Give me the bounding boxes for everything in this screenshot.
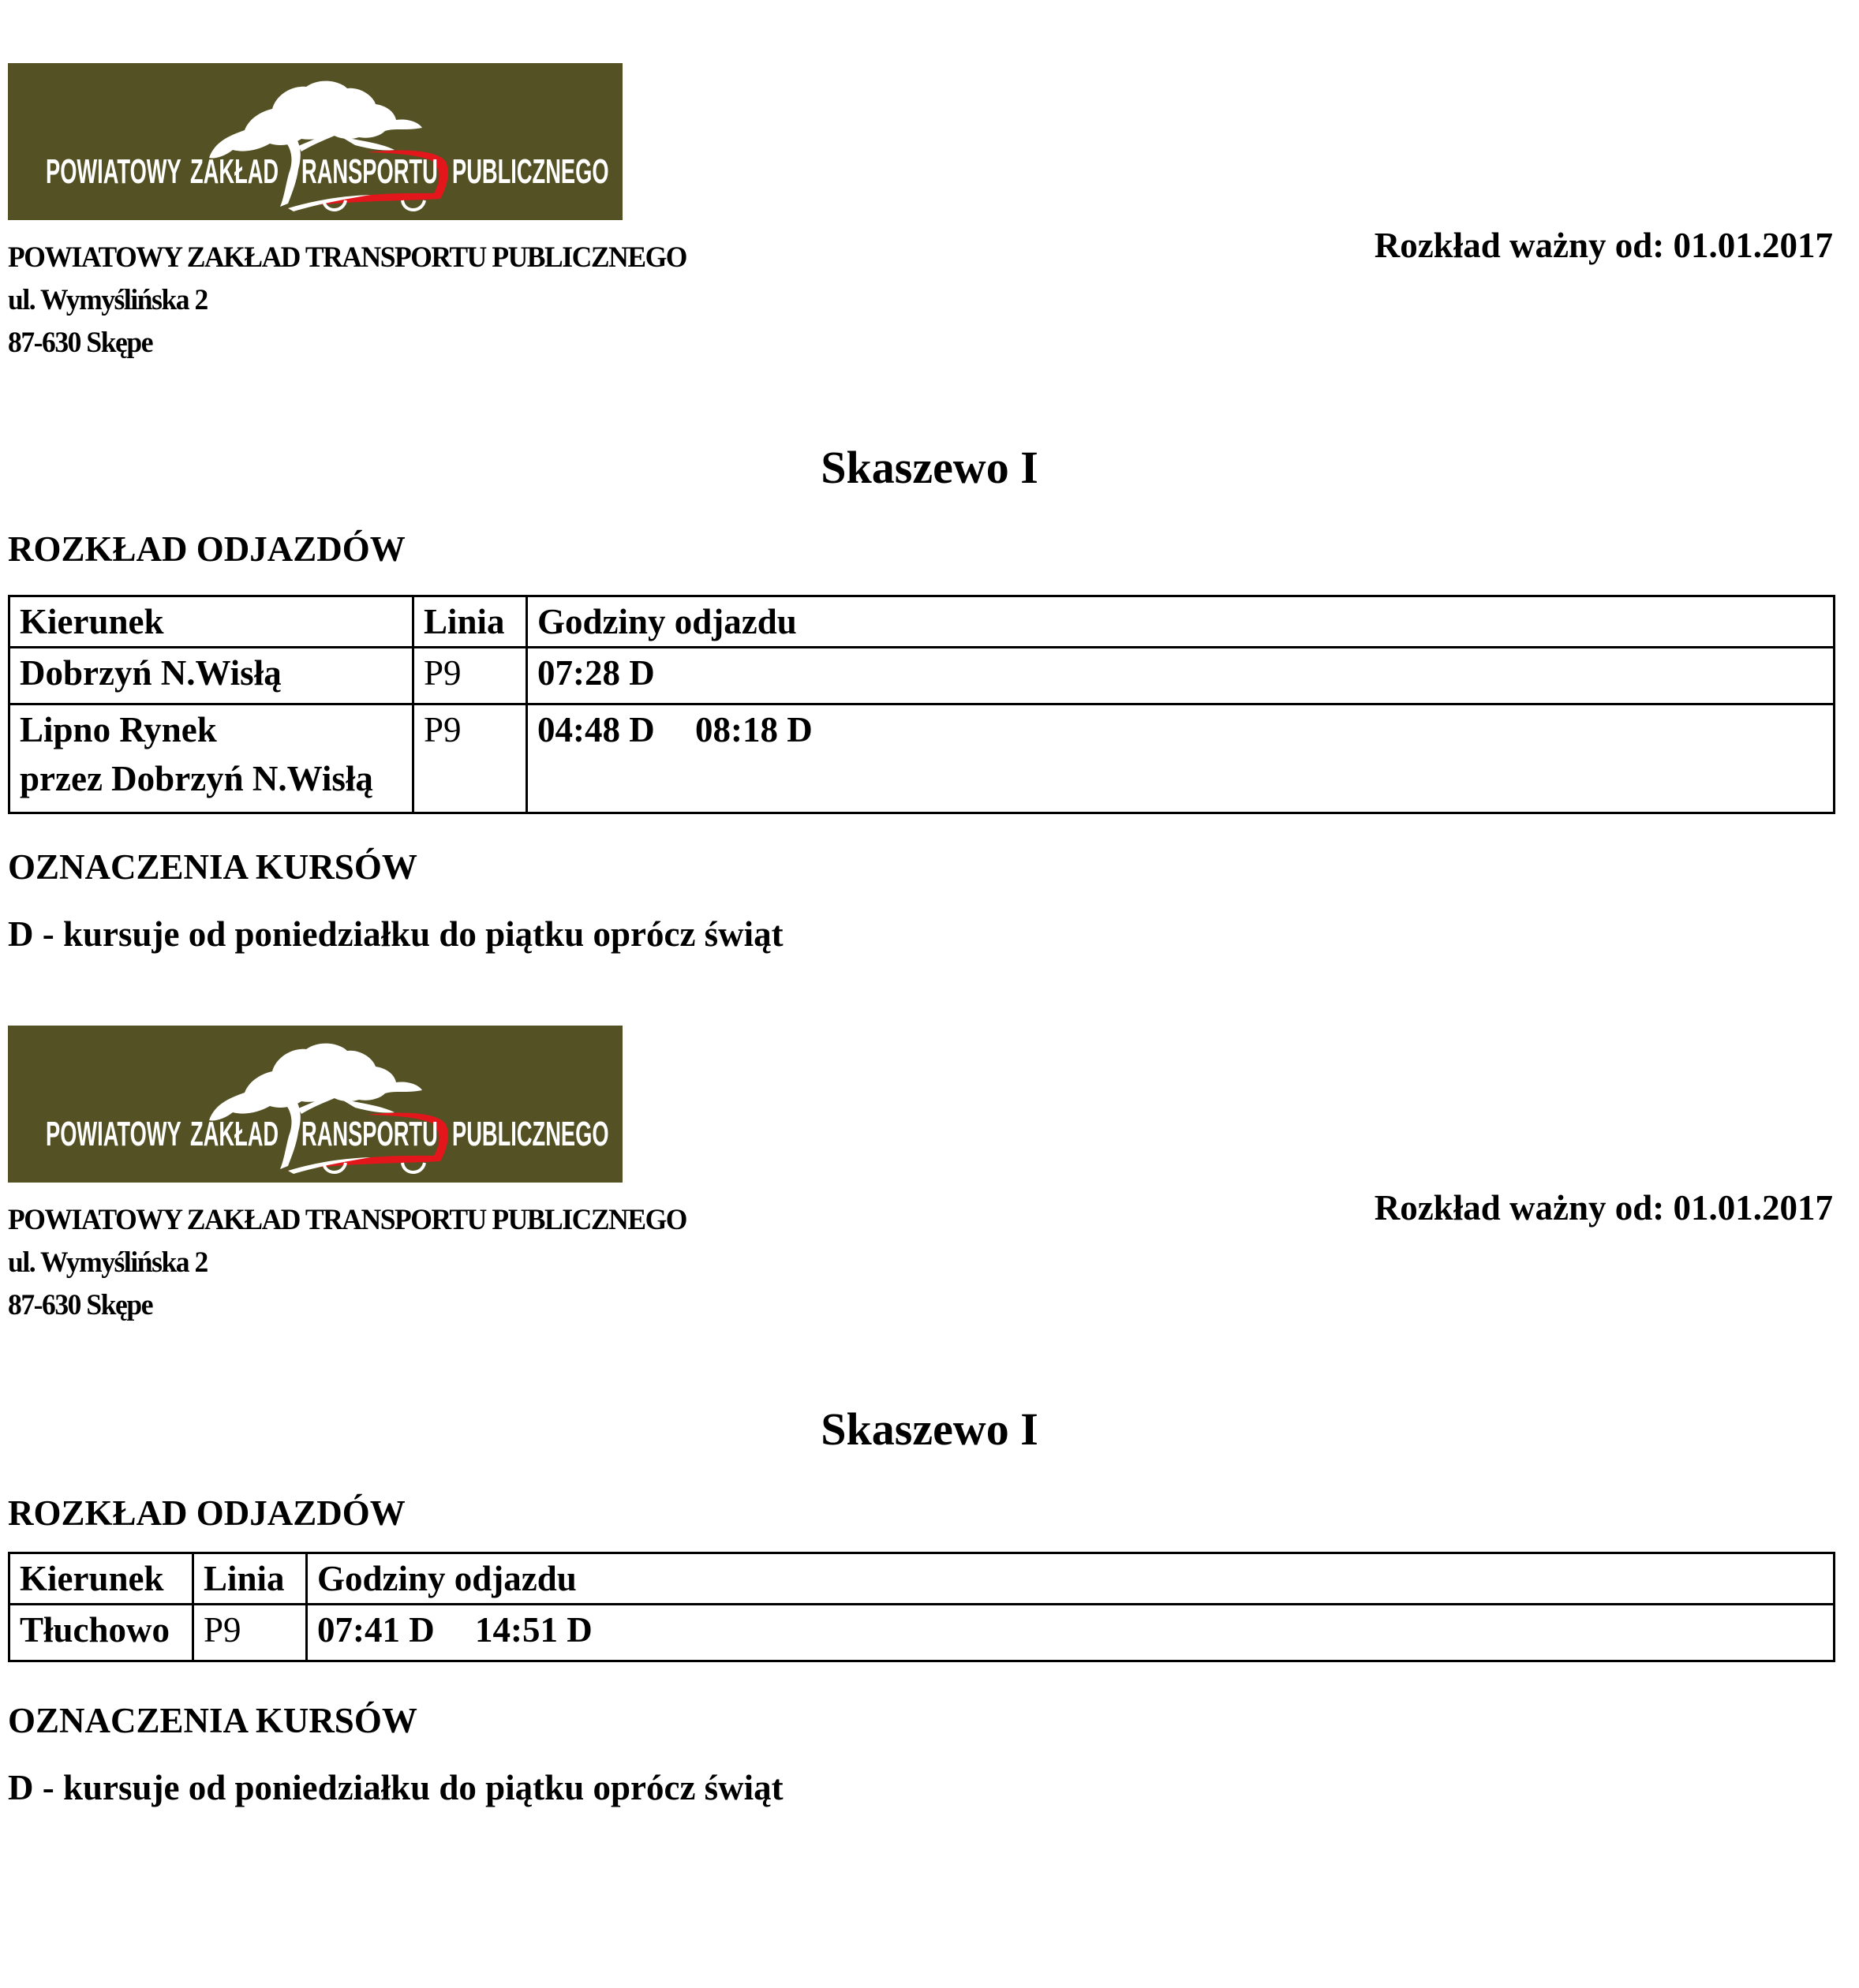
- table-header-row: [9, 596, 1835, 648]
- departure-time: 07:28 D: [537, 653, 655, 693]
- legend-title: OZNACZENIA KURSÓW: [8, 1701, 417, 1740]
- departures-table: [8, 595, 1835, 814]
- company-name: POWIATOWY ZAKŁAD TRANSPORTU PUBLICZNEGO: [8, 1204, 686, 1236]
- departure-time: 08:18 D: [694, 710, 813, 749]
- legend-title: OZNACZENIA KURSÓW: [8, 847, 417, 887]
- stop-name: Skaszewo I: [821, 442, 1038, 493]
- direction-text: Dobrzyń N.Wisłą: [20, 653, 282, 693]
- row-direction: [9, 648, 413, 704]
- logo-word-2: ZAKŁAD: [190, 1115, 279, 1153]
- legend-item: D - kursuje od poniedziałku do piątku oprócz świąt: [8, 1768, 784, 1807]
- logo-word-3: RANSPORTU: [301, 1115, 438, 1153]
- row-line: P9: [413, 648, 527, 704]
- company-logo: [8, 63, 623, 220]
- table-header-row: [9, 1553, 1835, 1605]
- company-address: [8, 1199, 715, 1327]
- section-title: ROZKŁAD ODJAZDÓW: [8, 529, 406, 569]
- departure-time: 14:51 D: [474, 1610, 593, 1650]
- logo-word-3: RANSPORTU: [301, 152, 438, 191]
- table-row: [9, 648, 1835, 704]
- table-row: [9, 1605, 1835, 1661]
- header-times: Godziny odjazdu: [527, 596, 1835, 648]
- header-line: Linia: [193, 1553, 307, 1605]
- logo-word-1: POWIATOWY: [46, 152, 181, 191]
- row-times: [527, 648, 1835, 704]
- logo-word-1: POWIATOWY: [46, 1115, 181, 1153]
- legend-item: D - kursuje od poniedziałku do piątku oprócz świąt: [8, 914, 784, 954]
- timetable-sheet-1: [0, 63, 1859, 1026]
- company-name: POWIATOWY ZAKŁAD TRANSPORTU PUBLICZNEGO: [8, 241, 686, 274]
- row-line: P9: [193, 1605, 307, 1661]
- tree-bus-logo-icon: [8, 63, 623, 220]
- logo-word-4: PUBLICZNEGO: [452, 152, 609, 191]
- company-street: ul. Wymyślińska 2: [8, 1246, 208, 1279]
- company-street: ul. Wymyślińska 2: [8, 284, 208, 316]
- logo-word-2: ZAKŁAD: [190, 152, 279, 191]
- section-title: ROZKŁAD ODJAZDÓW: [8, 1493, 406, 1533]
- row-times: [527, 704, 1835, 813]
- valid-from: Rozkład ważny od: 01.01.2017: [1374, 226, 1833, 265]
- departures-table: [8, 1552, 1835, 1662]
- direction-via-text: przez Dobrzyń N.Wisłą: [20, 759, 373, 798]
- row-line: P9: [413, 704, 527, 813]
- stop-name: Skaszewo I: [821, 1403, 1038, 1455]
- header-direction: Kierunek: [9, 596, 413, 648]
- company-address: [8, 237, 715, 364]
- valid-from: Rozkład ważny od: 01.01.2017: [1374, 1188, 1833, 1228]
- departure-time: 04:48 D: [537, 710, 655, 749]
- header-direction: Kierunek: [9, 1553, 193, 1605]
- company-city: 87-630 Skępe: [8, 1289, 153, 1321]
- row-times: [307, 1605, 1835, 1661]
- header-times: Godziny odjazdu: [307, 1553, 1835, 1605]
- direction-text: Lipno Rynek: [20, 710, 217, 749]
- company-logo: [8, 1026, 623, 1183]
- logo-word-4: PUBLICZNEGO: [452, 1115, 609, 1153]
- table-row: [9, 704, 1835, 813]
- direction-text: Tłuchowo: [20, 1610, 170, 1650]
- timetable-sheet-2: [0, 1026, 1859, 1988]
- departure-time: 07:41 D: [317, 1610, 435, 1650]
- company-city: 87-630 Skępe: [8, 327, 153, 359]
- row-direction: [9, 1605, 193, 1661]
- tree-bus-logo-icon: [8, 1026, 623, 1183]
- row-direction: [9, 704, 413, 813]
- header-line: Linia: [413, 596, 527, 648]
